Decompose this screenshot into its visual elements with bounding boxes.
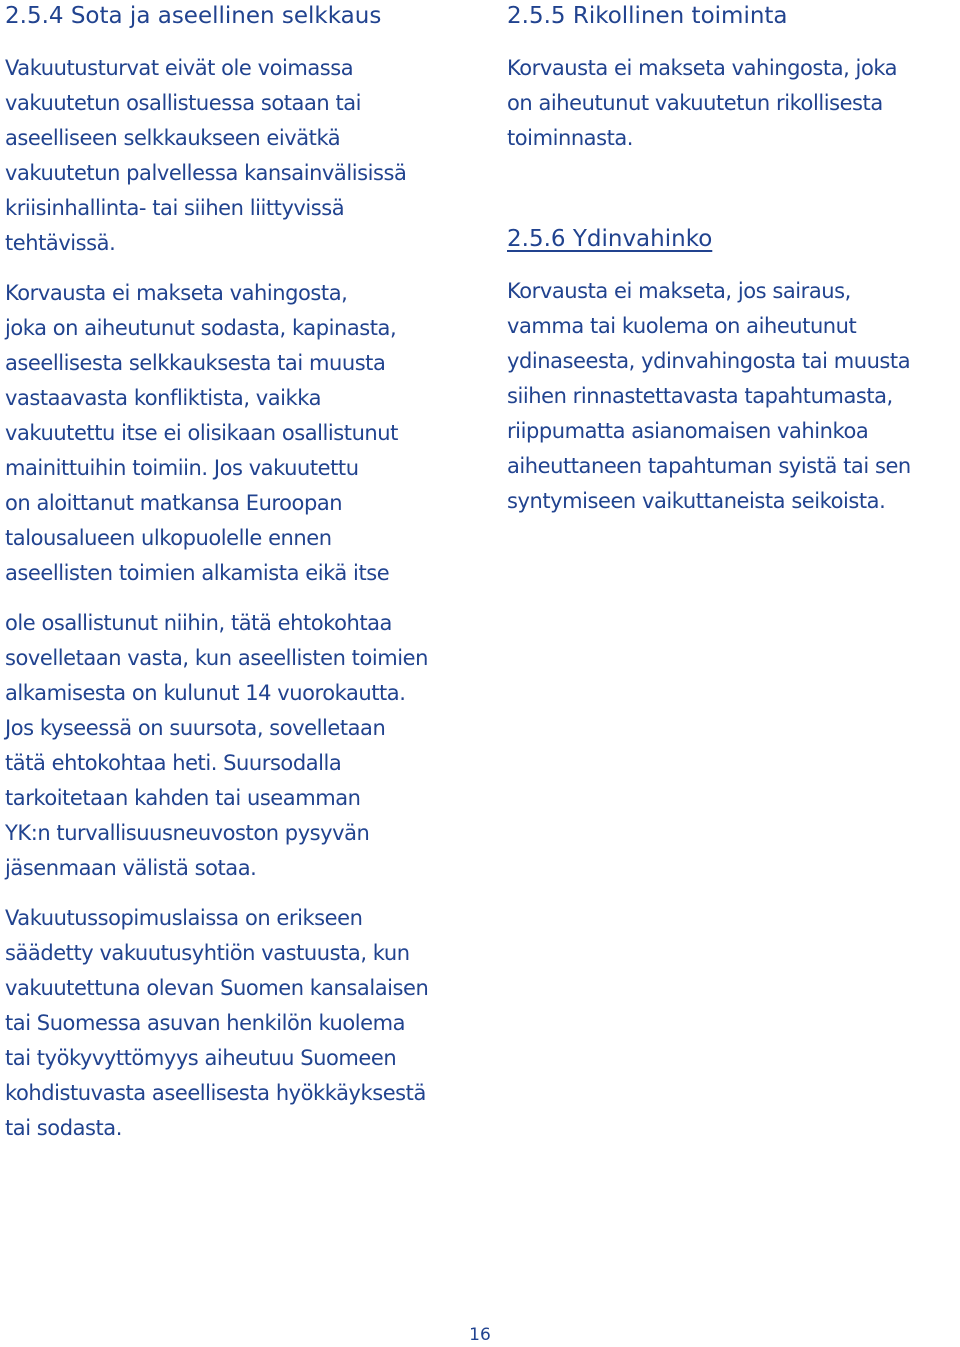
- page-number: 16: [469, 1325, 491, 1345]
- paragraph-war-continuation: ole osallistunut niihin, tätä ehtokohtaa sovelletaan vasta, kun aseellisten toimien alkamisesta on kulunut 14 vuorokautta. Jos kyseessä on suursota, sovelletaan tätä ehtokohtaa heti. Suursodalla tarkoitetaan kahden tai useamman YK:n turvallisuusneuvoston pysyvän jäsenmaan välistä sotaa.: [5, 611, 428, 880]
- paragraph-war-damage: Korvausta ei makseta vahingosta, joka on aiheutunut sodasta, kapinasta, aseellisesta selkkauksesta tai muusta vastaavasta konfliktista, vaikka vakuutettu itse ei olisikaan osallistunut mainittuihin toimiin. Jos vakuutettu on aloittanut matkansa Euroopan talousalueen ulkopuolelle ennen aseellisten toimien alkamista eikä itse: [5, 281, 398, 585]
- paragraph-nuclear-damage: Korvausta ei makseta, jos sairaus, vamma tai kuolema on aiheutunut ydinaseesta, ydinvahingosta tai muusta siihen rinnastettavasta tapahtumasta, riippumatta asianomaisen vahinkoa aiheuttaneen tapahtuman syistä tai sen syntymiseen vaikuttaneista seikoista.: [507, 279, 911, 513]
- section-heading-criminal: 2.5.5 Rikollinen toiminta: [507, 3, 788, 29]
- paragraph-insurance-act: Vakuutussopimuslaissa on erikseen säädetty vakuutusyhtiön vastuusta, kun vakuutettuna olevan Suomen kansalaisen tai Suomessa asuvan henkilön kuolema tai työkyvyttömyys aiheutuu Suomeen kohdistuvasta aseellisesta hyökkäyksestä tai sodasta.: [5, 906, 429, 1140]
- section-heading-nuclear: 2.5.6 Ydinvahinko: [507, 226, 713, 252]
- paragraph-criminal-activity: Korvausta ei makseta vahingosta, joka on aiheutunut vakuutetun rikollisesta toiminnasta.: [507, 56, 898, 150]
- section-heading-war: 2.5.4 Sota ja aseellinen selkkaus: [5, 3, 382, 29]
- paragraph-war-exclusion: Vakuutusturvat eivät ole voimassa vakuutetun osallistuessa sotaan tai aseelliseen selkkaukseen eivätkä vakuutetun palvellessa kansainvälisissä kriisinhallinta- tai siihen liittyvissä tehtävissä.: [5, 56, 407, 255]
